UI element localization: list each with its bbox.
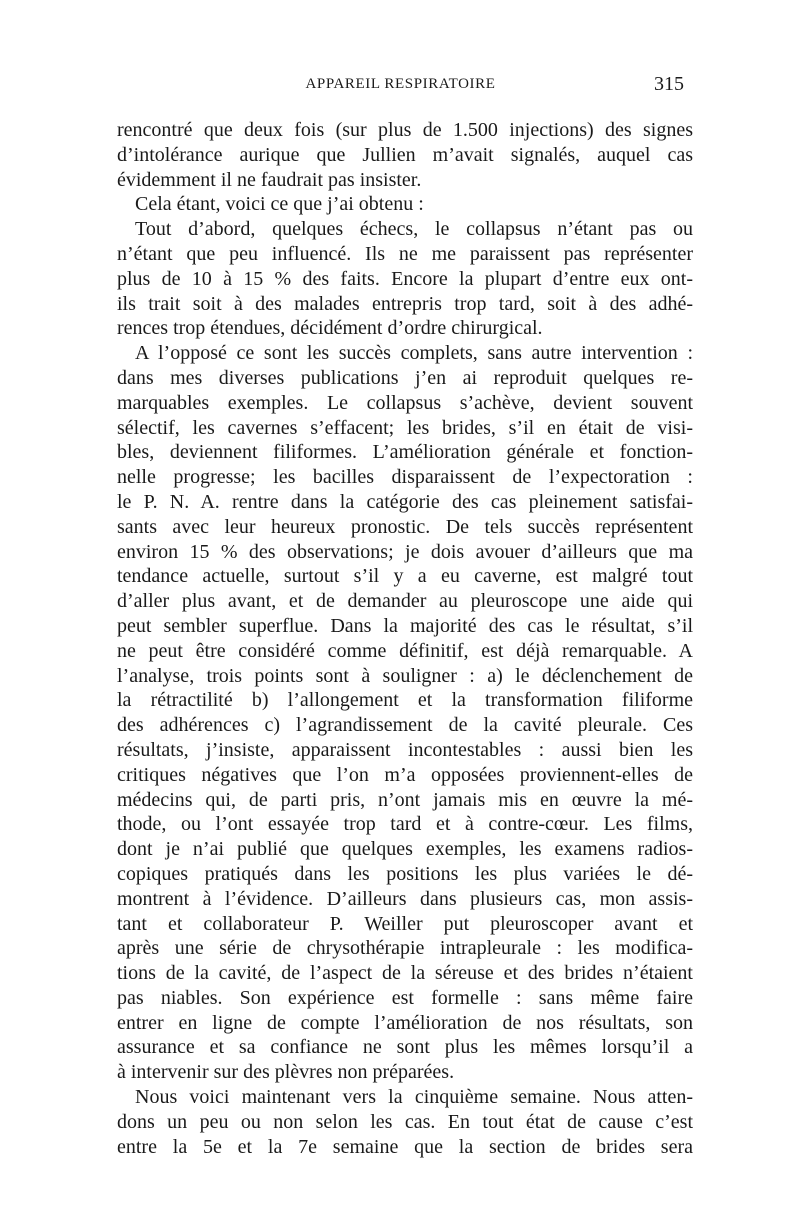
text-line: tendance actuelle, surtout s’il y a eu caverne, est malgré tout [117,565,693,588]
text-line: sélectif, les cavernes s’effacent; les brides, s’il en était de visi- [117,416,693,439]
running-title: APPAREIL RESPIRATOIRE [305,76,496,92]
text-line: d’aller plus avant, et de demander au pleuroscope une aide qui [117,590,693,613]
text-line: Cela étant, voici ce que j’ai obtenu : [135,193,424,216]
text-line: nelle progresse; les bacilles disparaissent de l’expectoration : [117,466,693,489]
text-line: l’analyse, trois points sont à souligner : a) le déclenchement de [117,664,693,687]
text-line: résultats, j’insiste, apparaissent incontestables : aussi bien les [117,738,693,761]
text-line: marquables exemples. Le collapsus s’achève, devient souvent [117,391,693,414]
text-line: copiques pratiqués dans les positions les plus variées le dé- [117,862,693,885]
text-line: critiques négatives que l’on m’a opposées proviennent-elles de [117,763,693,786]
text-line: à intervenir sur des plèvres non préparées. [117,1061,455,1084]
text-line: Tout d’abord, quelques échecs, le collapsus n’étant pas ou [135,218,693,241]
text-line: des adhérences c) l’agrandissement de la cavité pleurale. Ces [117,714,693,737]
text-line: dont je n’ai publié que quelques exemples, les examens radios- [117,838,693,861]
text-line: ils trait soit à des malades entrepris trop tard, soit à des adhé- [117,292,693,315]
text-line: d’intolérance aurique que Jullien m’avait signalés, auquel cas [117,143,693,166]
text-line: entre la 5e et la 7e semaine que la section de brides sera [117,1135,693,1158]
text-line: tions de la cavité, de l’aspect de la séreuse et des brides n’étaient [117,962,693,985]
text-line: entrer en ligne de compte l’amélioration de nos résultats, son [117,1011,693,1034]
body-text [117,118,693,1159]
text-line: Nous voici maintenant vers la cinquième semaine. Nous atten- [135,1086,693,1109]
text-line: ne peut être considéré comme définitif, est déjà remarquable. A [117,639,693,662]
text-line: assurance et sa confiance ne sont plus les mêmes lorsqu’il a [117,1036,693,1059]
text-line: peut sembler superflue. Dans la majorité des cas le résultat, s’il [117,614,693,637]
text-line: plus de 10 à 15 % des faits. Encore la plupart d’entre eux ont- [117,267,693,290]
text-line: évidemment il ne faudrait pas insister. [117,168,422,191]
text-line: pas niables. Son expérience est formelle : sans même faire [117,986,693,1009]
text-line: le P. N. A. rentre dans la catégorie des cas pleinement satisfai- [117,490,693,513]
text-line: rencontré que deux fois (sur plus de 1.500 injections) des signes [117,119,693,141]
text-line: médecins qui, de parti pris, n’ont jamais mis en œuvre la mé- [117,788,693,811]
text-line: thode, ou l’ont essayée trop tard et à contre-cœur. Les films, [117,813,693,836]
text-line: dans mes diverses publications j’en ai reproduit quelques re- [117,366,693,389]
page-number: 315 [654,73,684,95]
text-line: sants avec leur heureux pronostic. De tels succès représentent [117,515,693,538]
text-line: la rétractilité b) l’allongement et la transformation filiforme [117,689,693,712]
text-line: après une série de chrysothérapie intrapleurale : les modifica- [117,937,693,960]
text-line: bles, deviennent filiformes. L’amélioration générale et fonction- [117,441,693,464]
text-line: A l’opposé ce sont les succès complets, sans autre intervention : [135,342,693,365]
text-line: montrent à l’évidence. D’ailleurs dans plusieurs cas, mon assis- [117,887,693,910]
text-line: dons un peu ou non selon les cas. En tout état de cause c’est [117,1110,693,1133]
running-head [117,73,684,100]
text-line: environ 15 % des observations; je dois avouer d’ailleurs que ma [117,540,693,563]
text-line: tant et collaborateur P. Weiller put pleuroscoper avant et [117,912,693,935]
text-line: rences trop étendues, décidément d’ordre chirurgical. [117,317,543,340]
text-line: n’étant que peu influencé. Ils ne me paraissent pas représenter [117,242,693,265]
